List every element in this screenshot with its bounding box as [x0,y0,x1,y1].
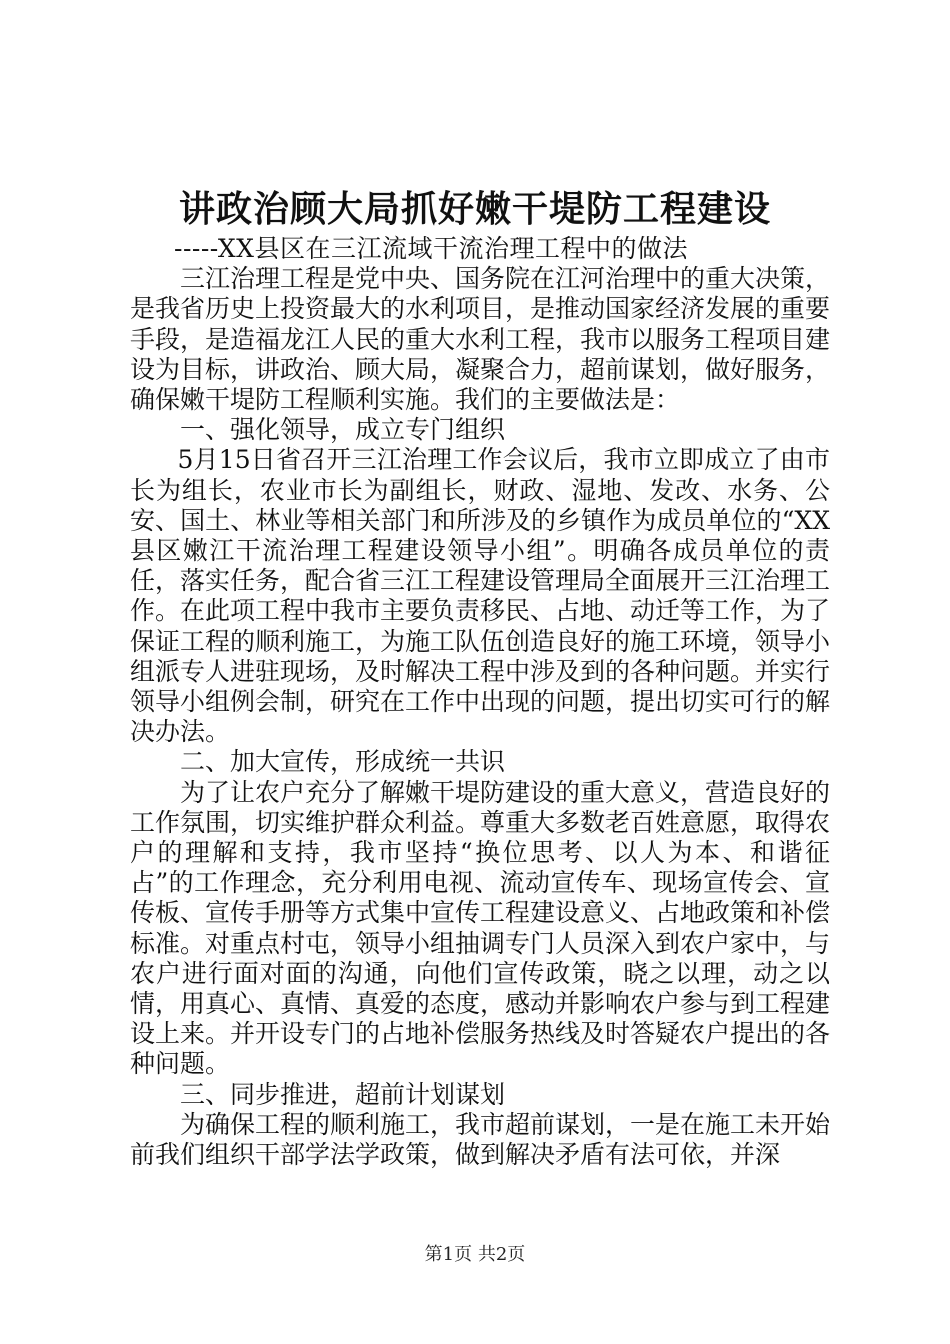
paragraph-section-2: 为了让农户充分了解嫩干堤防建设的重大意义，营造良好的工作氛围，切实维护群众利益。尊重大多数老百姓意愿，取得农户的理解和支持，我市坚持“换位思考、以人为本、和谐征占”的工作理念，充分利用电视、流动宣传车、现场宣传会、宣传板、宣传手册等方式集中宣传工程建设意义、占地政策和补偿标准。对重点村屯，领导小组抽调专门人员深入到农户家中，与农户进行面对面的沟通，向他们宣传政策，晓之以理，动之以情，用真心、真情、真爱的态度，感动并影响农户参与到工程建设上来。并开设专门的占地补偿服务热线及时答疑农户提出的各种问题。 [130,777,831,1079]
paragraph-section-1: 5月15日省召开三江治理工作会议后，我市立即成立了由市长为组长，农业市长为副组长，财政、湿地、发改、水务、公安、国土、林业等相关部门和所涉及的乡镇作为成员单位的“XX县区嫩江干流治理工程建设领导小组”。明确各成员单位的责任，落实任务，配合省三江工程建设管理局全面展开三江治理工作。在此项工程中我市主要负责移民、占地、动迁等工作，为了保证工程的顺利施工，为施工队伍创造良好的施工环境，领导小组派专人进驻现场，及时解决工程中涉及到的各种问题。并实行领导小组例会制，研究在工作中出现的问题，提出切实可行的解决办法。 [130,445,831,747]
document-body [130,234,830,1170]
document-subtitle: -----XX县区在三江流域干流治理工程中的做法 [174,234,688,263]
paragraph-section-3: 为确保工程的顺利施工，我市超前谋划，一是在施工未开始前我们组织干部学法学政策，做到解决矛盾有法可依，并深 [130,1109,831,1170]
paragraph-intro: 三江治理工程是党中央、国务院在江河治理中的重大决策，是我省历史上投资最大的水利项目，是推动国家经济发展的重要手段，是造福龙江人民的重大水利工程，我市以服务工程项目建设为目标，讲政治、顾大局，凝聚合力，超前谋划，做好服务，确保嫩干堤防工程顺利实施。我们的主要做法是： [130,264,831,415]
section-heading-3: 三、同步推进，超前计划谋划 [180,1079,506,1109]
page-indicator: 第1页 共2页 [424,1244,526,1265]
document-title: 讲政治顾大局抓好嫩干堤防工程建设 [178,188,771,230]
section-heading-1: 一、强化领导，成立专门组织 [180,415,506,445]
section-heading-2: 二、加大宣传，形成统一共识 [180,747,506,777]
